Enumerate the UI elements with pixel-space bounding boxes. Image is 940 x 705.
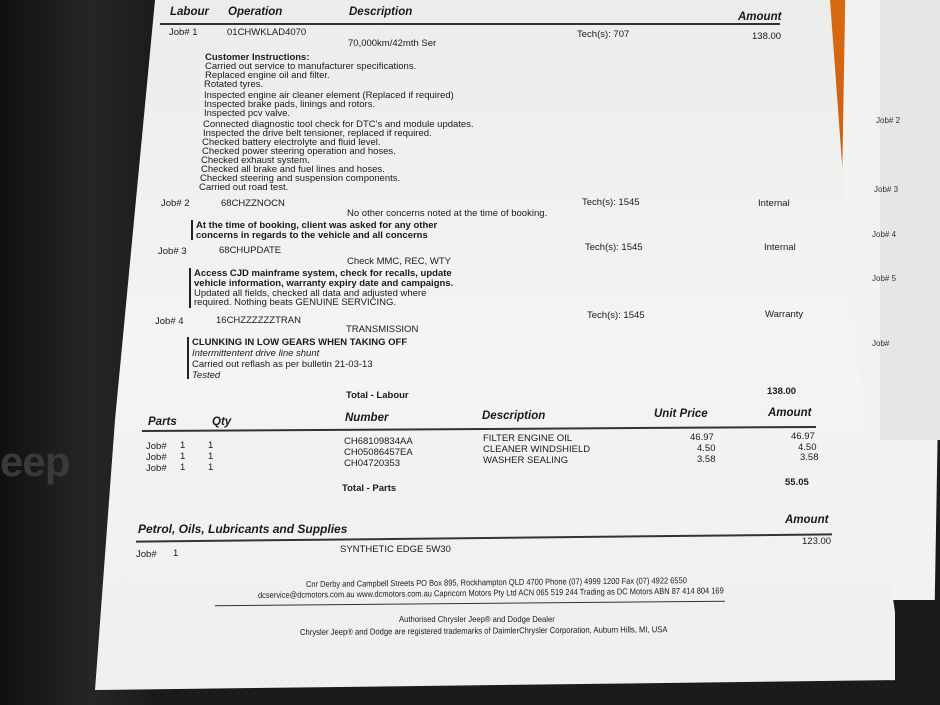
instruction-line: Checked steering and suspension components.	[200, 173, 401, 184]
instruction-line: Connected diagnostic tool check for DTC's and module updates.	[203, 119, 474, 130]
footer-address: Cnr Derby and Campbell Streets PO Box 895, Rockhampton QLD 4700 Phone (07) 4999 1200 Fax (07) 4922 6550	[305, 575, 687, 589]
part-amount: 46.97	[791, 431, 815, 442]
tech-label: Tech(s): 1545	[585, 242, 643, 253]
instruction-line: Inspected engine air cleaner element (Replaced if required)	[204, 90, 454, 101]
operation-code: 68CHZZNOCN	[221, 198, 285, 209]
tech-label: Tech(s): 1545	[582, 197, 640, 208]
job-note-line: required. Nothing beats GENUINE SERVICING.	[194, 297, 397, 308]
part-amount: 4.50	[798, 442, 817, 453]
part-description: WASHER SEALING	[483, 455, 569, 466]
job-note-line: Intermittentent drive line shunt	[192, 348, 320, 359]
job-description: Check MMC, REC, WTY	[347, 256, 451, 267]
petrol-job-number: 1	[173, 548, 179, 559]
footer-contact: dcservice@dcmotors.com.au www.dcmotors.com.au Capricorn Motors Pty Ltd ACN 065 519 244 Trading as DC Motors ABN 87 414 804 169	[257, 585, 724, 600]
job-number: Job# 1	[169, 27, 198, 38]
unit-price-header: Unit Price	[654, 408, 708, 420]
number-header: Number	[345, 412, 389, 424]
instruction-line: Rotated tyres.	[204, 79, 264, 90]
job-note-line: vehicle information, warranty expiry date and campaigns.	[194, 278, 454, 289]
instruction-line: Checked power steering operation and hoses.	[202, 146, 396, 157]
instruction-line: Inspected pcv valve.	[204, 108, 291, 119]
total-labour-label: Total - Labour	[346, 390, 409, 401]
operation-header: Operation	[228, 6, 283, 18]
background-sheet-2	[880, 0, 940, 440]
parts-description-header: Description	[482, 410, 546, 422]
jeep-logo: eep	[0, 438, 70, 485]
part-description: FILTER ENGINE OIL	[483, 433, 573, 444]
footer-dealer: Authorised Chrysler Jeep® and Dodge Dealer	[399, 614, 555, 624]
operation-code: 01CHWKLAD4070	[227, 27, 307, 38]
job-note-line: concerns in regards to the vehicle and all concerns	[196, 230, 428, 241]
petrol-amount: 123.00	[802, 536, 832, 547]
job-description: 70,000km/42mth Ser	[348, 38, 437, 49]
part-qty: 1	[208, 440, 214, 451]
note-bar	[191, 220, 193, 240]
part-number: CH05086457EA	[344, 447, 413, 458]
petrol-amount-header: Amount	[785, 514, 829, 526]
job-description: TRANSMISSION	[346, 324, 419, 335]
job-amount: 138.00	[752, 31, 782, 42]
side-note: Job# 2	[876, 116, 901, 125]
instruction-line: Customer Instructions:	[205, 52, 310, 63]
instruction-line: Inspected the drive belt tensioner, replaced if required.	[203, 128, 432, 139]
total-labour-value: 138.00	[767, 386, 797, 397]
part-unit-price: 4.50	[697, 443, 716, 454]
labour-header: Labour	[170, 6, 209, 18]
instruction-line: Checked exhaust system.	[201, 155, 310, 166]
part-number: CH04720353	[344, 458, 400, 469]
instruction-line: Checked all brake and fuel lines and hoses.	[201, 164, 385, 175]
operation-code: 16CHZZZZZZTRAN	[216, 315, 301, 326]
part-qty: 1	[208, 462, 214, 473]
amount-header: Amount	[738, 11, 782, 23]
instruction-line: Carried out service to manufacturer specifications.	[205, 61, 417, 72]
note-bar	[187, 337, 189, 379]
job-note-line: Updated all fields, checked all data and adjusted where	[194, 288, 427, 299]
part-job: Job#	[146, 463, 167, 474]
part-number: CH68109834AA	[344, 436, 413, 447]
side-note: Job# 5	[872, 274, 897, 283]
part-unit-price: 46.97	[690, 432, 714, 443]
footer-trademarks: Chrysler Jeep® and Dodge are registered trademarks of DaimlerChrysler Corporation, Auburn Hills, MI, USA	[299, 624, 668, 637]
petrol-job: Job#	[136, 549, 157, 560]
total-parts-value: 55.05	[785, 477, 809, 488]
header-rule	[160, 23, 780, 25]
part-job: Job#	[146, 441, 167, 452]
petrol-description: SYNTHETIC EDGE 5W30	[340, 544, 451, 555]
parts-header: Parts	[148, 416, 177, 428]
part-description: CLEANER WINDSHIELD	[483, 444, 591, 455]
description-header: Description	[349, 6, 413, 18]
job-number: Job# 2	[161, 198, 190, 209]
part-job: Job#	[146, 452, 167, 463]
instruction-line: Inspected brake pads, linings and rotors.	[204, 99, 376, 110]
side-note: Job# 3	[874, 185, 899, 194]
petrol-header: Petrol, Oils, Lubricants and Supplies	[138, 522, 348, 536]
part-amount: 3.58	[800, 452, 819, 463]
part-job-number: 1	[180, 451, 186, 462]
tech-label: Tech(s): 707	[577, 29, 630, 40]
tech-label: Tech(s): 1545	[587, 310, 645, 321]
job-note-line: Tested	[192, 370, 221, 381]
part-job-number: 1	[180, 440, 186, 451]
job-amount: Internal	[758, 198, 790, 209]
note-bar	[189, 268, 191, 308]
job-number: Job# 4	[155, 316, 184, 327]
instruction-line: Checked battery electrolyte and fluid level.	[202, 137, 381, 148]
instruction-line: Carried out road test.	[199, 182, 289, 193]
job-amount: Internal	[764, 242, 796, 253]
job-note-line: Access CJD mainframe system, check for recalls, update	[194, 268, 452, 279]
total-parts-label: Total - Parts	[342, 483, 397, 494]
job-note-line: Carried out reflash as per bulletin 21-03-13	[192, 359, 373, 370]
side-note: Job# 4	[872, 230, 897, 239]
part-qty: 1	[208, 451, 214, 462]
job-number: Job# 3	[158, 246, 187, 257]
job-description: No other concerns noted at the time of booking.	[347, 208, 548, 219]
part-unit-price: 3.58	[697, 454, 716, 465]
qty-header: Qty	[212, 416, 232, 428]
parts-amount-header: Amount	[768, 407, 812, 419]
side-note: Job#	[872, 339, 890, 348]
job-note-line: At the time of booking, client was asked for any other	[196, 220, 438, 231]
job-note-line: CLUNKING IN LOW GEARS WHEN TAKING OFF	[192, 337, 408, 348]
job-amount: Warranty	[765, 309, 804, 320]
instruction-line: Replaced engine oil and filter.	[205, 70, 330, 81]
part-job-number: 1	[180, 462, 186, 473]
operation-code: 68CHUPDATE	[219, 245, 282, 256]
